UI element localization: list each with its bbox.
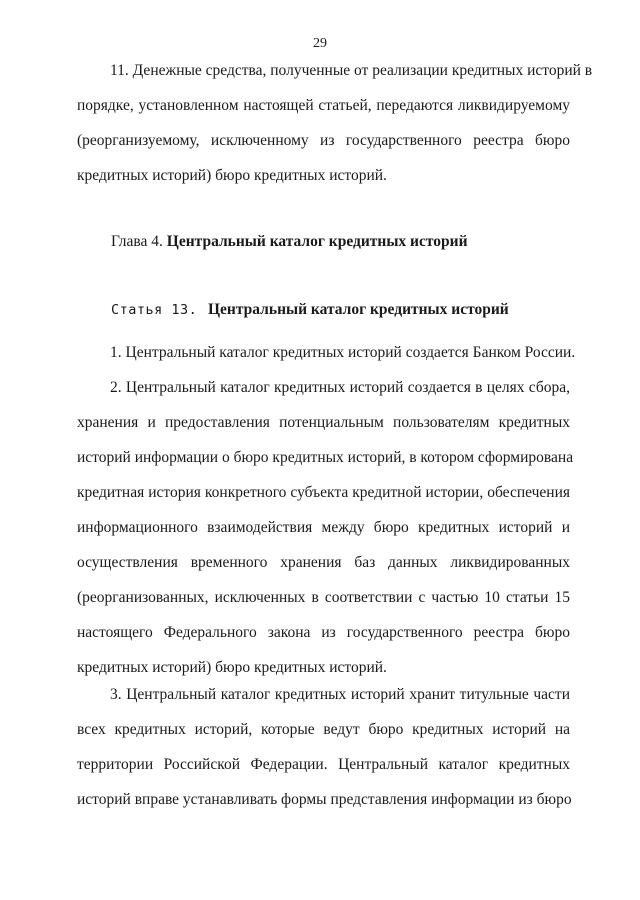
paragraph-3 — [77, 677, 570, 817]
article-heading — [111, 296, 509, 324]
text-line: информационного взаимодействия между бюро кредитных историй и — [77, 519, 570, 536]
article-label: Статья 13. — [111, 302, 198, 318]
chapter-label: Глава 4. — [111, 233, 163, 250]
text-line: (реорганизованных, исключенных в соответствии с частью 10 статьи 15 — [77, 589, 570, 606]
text-line: порядке, установленном настоящей статьей, передаются ликвидируемому — [77, 97, 570, 114]
text-line: настоящего Федерального закона из государственного реестра бюро — [77, 624, 570, 641]
text-line: 3. Центральный каталог кредитных историй хранит титульные части — [110, 686, 570, 703]
page-number: 29 — [313, 36, 327, 51]
text-line: территории Российской Федерации. Центральный каталог кредитных — [77, 756, 570, 773]
text-line: кредитных историй) бюро кредитных историй. — [77, 659, 387, 676]
text-line: хранения и предоставления потенциальным пользователям кредитных — [77, 414, 570, 431]
chapter-heading — [111, 228, 468, 256]
text-line: осуществления временного хранения баз данных ликвидированных — [77, 554, 570, 571]
paragraph-1 — [77, 335, 576, 370]
text-line: историй информации о бюро кредитных историй, в котором сформирована — [77, 449, 574, 466]
chapter-title: Центральный каталог кредитных историй — [166, 233, 468, 250]
paragraph-11 — [77, 53, 593, 193]
text-line: 11. Денежные средства, полученные от реализации кредитных историй в — [110, 62, 593, 79]
article-title: Центральный каталог кредитных историй — [208, 301, 509, 318]
text-line: 2. Центральный каталог кредитных историй создается в целях сбора, — [110, 379, 570, 396]
text-line: историй вправе устанавливать формы представления информации из бюро — [77, 791, 572, 808]
text-line: кредитная история конкретного субъекта кредитной истории, обеспечения — [77, 484, 570, 501]
text-line: (реорганизуемому, исключенному из государственного реестра бюро — [77, 132, 570, 149]
text-line: кредитных историй) бюро кредитных историй. — [77, 167, 387, 184]
text-line: 1. Центральный каталог кредитных историй создается Банком России. — [110, 344, 576, 361]
paragraph-2 — [77, 370, 574, 685]
text-line: всех кредитных историй, которые ведут бюро кредитных историй на — [77, 721, 570, 738]
